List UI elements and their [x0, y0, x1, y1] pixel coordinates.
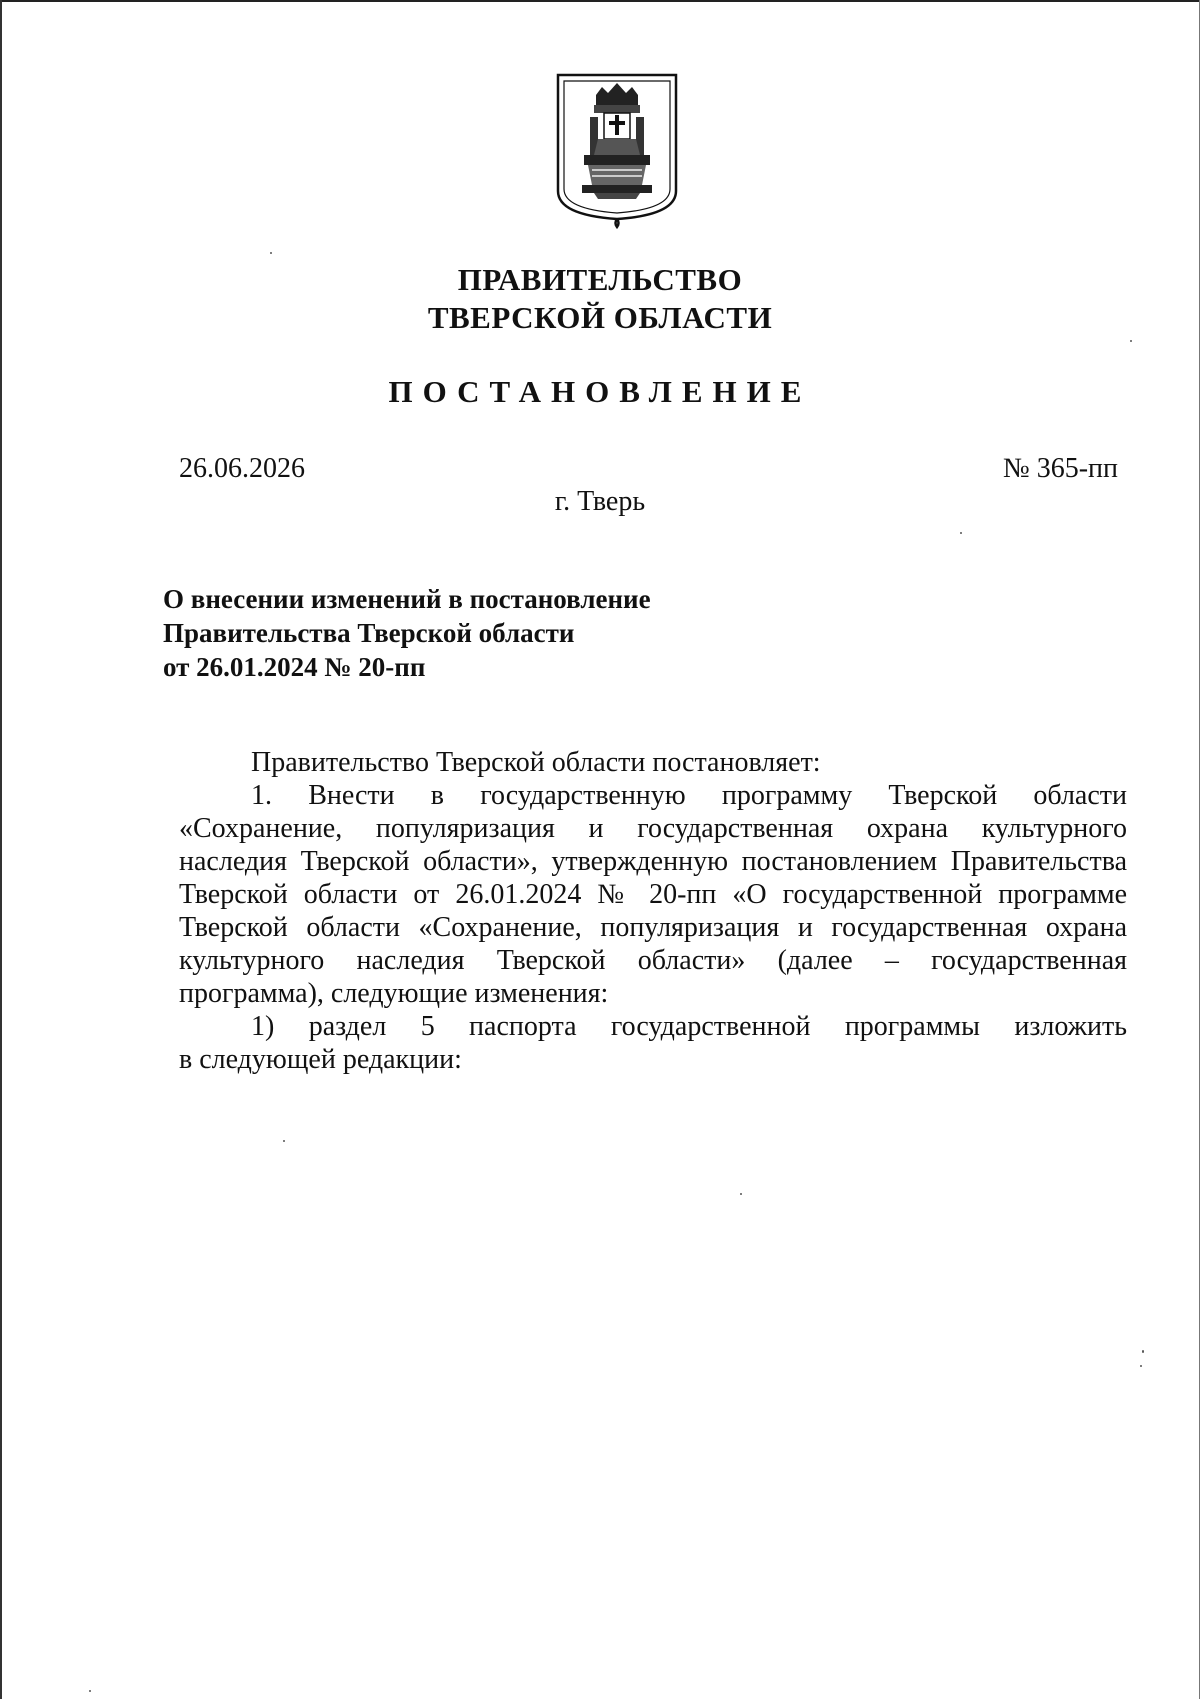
body-line: «Сохранение, популяризация и государственная охрана культурного	[179, 813, 1127, 844]
organization-name-line2: ТВЕРСКОЙ ОБЛАСТИ	[427, 300, 773, 335]
scan-speck	[89, 1690, 91, 1692]
scan-speck	[1142, 1350, 1144, 1353]
body-line: программа), следующие изменения:	[179, 978, 609, 1009]
scan-speck	[960, 532, 962, 534]
subject-line: от 26.01.2024 № 20-пп	[163, 652, 426, 682]
organization-name-line1: ПРАВИТЕЛЬСТВО	[457, 262, 743, 297]
tver-region-coat-of-arms-icon	[554, 73, 680, 229]
body-line: 1) раздел 5 паспорта государственной программы изложить	[251, 1011, 1127, 1042]
body-line: Тверской области от 26.01.2024 № 20-пп «О государственной программе	[179, 879, 1127, 910]
subject-line: Правительства Тверской области	[163, 618, 575, 648]
body-line: Тверской области «Сохранение, популяризация и государственная охрана	[179, 912, 1127, 943]
body-line: культурного наследия Тверской области» (далее – государственная	[179, 945, 1127, 976]
body-preamble: Правительство Тверской области постановляет:	[251, 747, 821, 778]
scan-speck	[283, 1140, 285, 1142]
scan-speck	[1140, 1365, 1142, 1367]
scan-speck	[740, 1193, 742, 1195]
scan-left-edge	[0, 0, 2, 1699]
body-line: в следующей редакции:	[179, 1044, 462, 1075]
document-number: № 365-пп	[1002, 453, 1118, 484]
body-line: 1. Внести в государственную программу Тверской области	[251, 780, 1127, 811]
subject-line: О внесении изменений в постановление	[163, 584, 651, 614]
document-type: ПОСТАНОВЛЕНИЕ	[388, 374, 812, 409]
scan-speck	[270, 252, 272, 254]
scan-speck	[1130, 340, 1132, 342]
document-date: 26.06.2026	[179, 453, 305, 484]
scan-top-edge	[0, 0, 1200, 2]
document-body	[179, 746, 1127, 1076]
body-line: наследия Тверской области», утвержденную постановлением Правительства	[179, 846, 1127, 877]
document-subject	[163, 582, 651, 684]
document-city: г. Тверь	[554, 486, 646, 517]
